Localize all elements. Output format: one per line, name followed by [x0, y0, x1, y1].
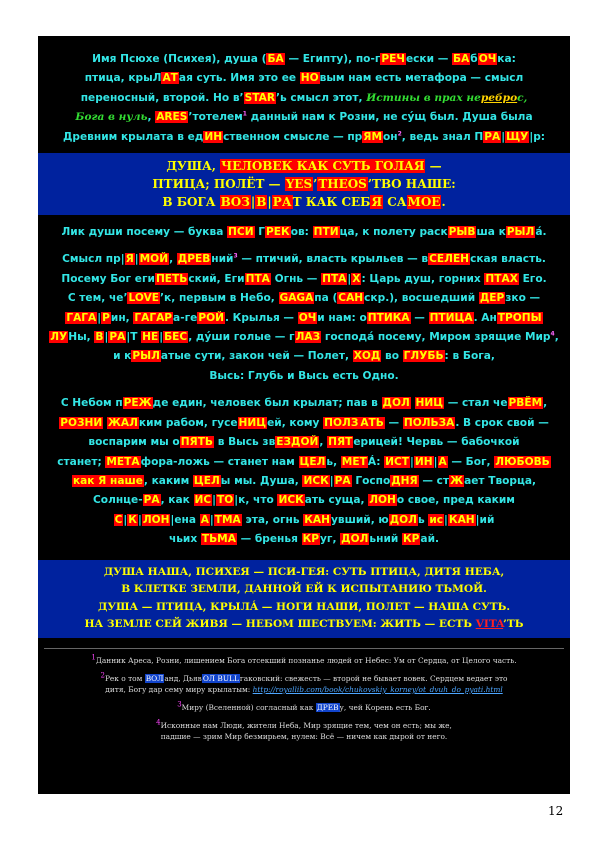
paragraph-3: [38, 250, 570, 386]
page-number: 12: [548, 804, 564, 818]
band1-line-3: В БОГА ВОЗ|В|РАТ КАК СЕБЯ САМОЕ.: [162, 195, 446, 210]
p4-line-4: станет; МЕТАфора-ложь — станет нам ЦЕЛь, МЕТÁ: ИСТ|ИН|А — Бог, ЛЮБОВЬ: [57, 455, 550, 468]
content-panel: [38, 36, 570, 794]
footnote-ref-3[interactable]: 3: [233, 252, 238, 260]
intro-line-3: переносный, второй. Но в’STAR’ь смысл этот, Истины в прах нереброс,: [80, 91, 528, 104]
intro-paragraph: [38, 36, 570, 147]
footnote-1: $^1$Данник Ареса, Розни, лишением Бога отсекший познанье людей от Небес: Ум от Сердца, от Целого часть.: [91, 653, 517, 665]
band2-line-1: ДУША НАША, ПСИХЕЯ — ПСИ-ГЕЯ: СУТЬ ПТИЦА, ДИТЯ НЕБА,: [103, 565, 505, 578]
p3-line-5: ЛУНы, В|РА|Т НЕ|БЕС, дýши голые — гЛАЗ господá посему, Миром зрящие Мир$^4$,: [50, 330, 559, 344]
p4-line-1: С Небом пРЕЖде един, человек был крылат; пав в ДОЛ НИЦ — стал чеРВЁМ,: [60, 397, 548, 410]
p3-line-2: Посему Бог егиПЕТЬский, ЕгиПТА Огнь — ПТА|Х: Царь душ, горних ПТАХ Его.: [61, 272, 547, 285]
p3-line-1: Смысл пр|Я|МОЙ, ДРЕВний$^3$ — птичий, власть крыльев — вСЕЛЕНская власть.: [62, 252, 546, 266]
p4-line-5: как Я наше, каким ЦЕЛы мы. Душа, ИСК|РА ГоспоДНЯ — стЖает Творца,: [72, 474, 537, 487]
p4-line-3: воспарим мы оПЯТЬ в Высь звЕЗДОЙ, ПЯТерицей! Червь — бабочкой: [88, 436, 520, 449]
p4-line-7: С|К|ЛОН|ена А|ТМА эта, огнь КАНувший, юДОЛь ис|КАН|ий: [114, 513, 495, 526]
p3-line-6: и кРЫЛатые сути, закон чей — Полет, ХОД во ГЛУБЬ: в Бога,: [113, 350, 495, 363]
p2-line-1: Лик души посему — буква ПСИ ГРЕКов: ПТИца, к полету раскРЫВша кРЫЛá.: [61, 226, 547, 239]
footnote-ref-4[interactable]: 4: [550, 330, 555, 338]
headline-band-1: [38, 153, 570, 215]
footnotes-divider: [44, 648, 564, 649]
band1-line-1: ДУША, ЧЕЛОВЕК КАК СУТЬ ГОЛАЯ —: [166, 159, 442, 174]
footnotes: [38, 655, 570, 742]
footnote-2: $^2$Рек о том ВОЛанд, ДьявОЛ BULLгаковский: свежесть — второй не бывает вовек. Сердцем ведает это дитя, Богу дар сему миру крылатым: http://royallib.com/book/chukovskiy_korney/ot_dvuh_do_pyati.html: [100, 671, 508, 694]
p3-line-7: Высь: Глубь и Высь есть Одно.: [209, 369, 399, 382]
band2-line-3: ДУША — ПТИЦА, КРЫЛÁ — НОГИ НАШИ, ПОЛЕТ — НАША СУТЬ.: [97, 600, 511, 613]
paragraph-2: [38, 223, 570, 242]
intro-line-2: птица, крыЛАТая суть. Имя это ее НОвым нам есть метафора — смысл: [84, 72, 524, 85]
footnote-4: $^4$Исконные нам Люди, жители Неба, Мир зрящие тем, чем он есть; мы же, падшие — зрим Мир безмирьем, нулем: Всё — ничем как дырой от него.: [156, 718, 452, 741]
intro-line-4: Бога в нуль, ARES’тотелем$^1$ данный нам к Розни, не сýщ был. Душа была: [75, 110, 533, 124]
p3-line-3: С тем, че’LOVE’к, первым в Небо, GAGAпа (САНскр.), восшедший ДЕРзко —: [67, 292, 541, 305]
footnote-2-link[interactable]: http://royallib.com/book/chukovskiy_korney/ot_dvuh_do_pyati.html: [252, 684, 503, 694]
intro-line-5: Древним крылата в едИНственном смысле — прЯМон$^2$, ведь знал ПРА|ЩУ|р:: [62, 130, 546, 143]
p4-line-8: чьих ТЬМА — бренья КРуг, ДОЛьний КРай.: [168, 533, 440, 546]
band2-line-2: В КЛЕТКЕ ЗЕМЛИ, ДАННОЙ ЕЙ К ИСПЫТАНИЮ ТЬМОЙ.: [121, 583, 487, 596]
intro-line-1: Имя Псюхе (Психея), душа (БА — Египту), по-гРЕЧески — БАбОЧка:: [92, 53, 516, 65]
p3-line-4: ГАГА|Рин, ГАГАРа-геРОЙ. Крылья — ОЧи нам: оПТИКА — ПТИЦА. АнТРОПЫ: [66, 311, 542, 324]
p4-line-2: РОЗНИ ЖАЛким рабом, гусеНИЦей, кому ПОЛЗ АТЬ — ПОЛЬЗА. В срок свой —: [60, 416, 549, 429]
footnote-ref-2[interactable]: 2: [397, 130, 402, 138]
footnote-3: $^3$Миру (Вселенной) согласный как ДРЕВу, чей Корень есть Бог.: [177, 700, 431, 712]
p4-line-6: Солнце-РА, как ИС|ТО|к, что ИСКать суща, ЛОНо свое, пред каким: [93, 494, 515, 507]
band1-line-2: ПТИЦА; ПОЛЁТ — YES’THEOS’ТВО НАШЕ:: [152, 177, 456, 192]
footnote-ref-1[interactable]: 1: [242, 110, 247, 118]
paragraph-4: [38, 394, 570, 549]
band2-line-4: НА ЗЕМЛЕ СЕЙ ЖИВЯ — НЕБОМ ШЕСТВУЕМ: ЖИТЬ — ЕСТЬ VITA’ТЬ: [84, 618, 524, 631]
headline-band-2: [38, 560, 570, 638]
